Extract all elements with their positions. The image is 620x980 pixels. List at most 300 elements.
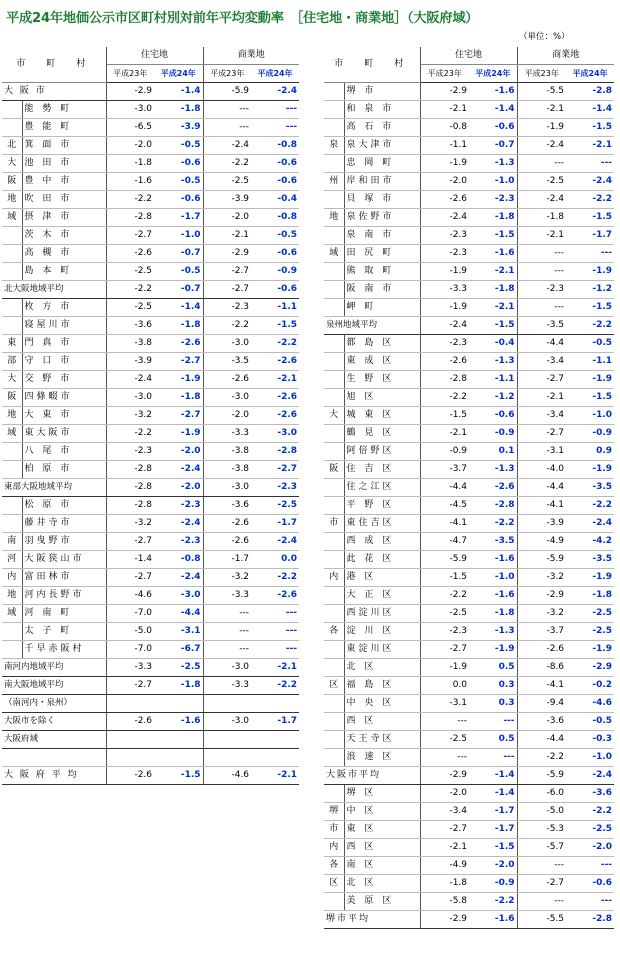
com-curr-value: -0.8 <box>251 137 299 155</box>
zone-label: 地 <box>2 191 22 209</box>
com-curr-value: -0.2 <box>566 677 614 695</box>
com-prev-value: -2.6 <box>517 641 566 659</box>
res-curr-value: -1.4 <box>469 101 517 119</box>
res-prev-value: -2.0 <box>106 137 154 155</box>
res-prev-value <box>106 749 154 767</box>
table-row <box>2 587 299 605</box>
row-name: 枚 方 市 <box>22 299 106 317</box>
com-curr-value: -2.2 <box>251 677 299 695</box>
com-prev-value: --- <box>203 605 251 623</box>
zone-label <box>2 299 22 317</box>
com-prev-value: -2.7 <box>517 875 566 893</box>
row-name: 生 野 区 <box>344 371 420 389</box>
res-prev-value: -2.8 <box>106 209 154 227</box>
com-curr-value: 0.9 <box>566 443 614 461</box>
res-prev-value: -1.9 <box>420 299 469 317</box>
table-row <box>324 281 614 299</box>
row-name: 此 花 区 <box>344 551 420 569</box>
zone-label: 各 <box>324 857 344 875</box>
res-prev-value: -3.2 <box>106 407 154 425</box>
res-curr-value: -0.5 <box>154 137 203 155</box>
table-row <box>2 155 299 173</box>
com-curr-value: -2.2 <box>251 569 299 587</box>
table-row <box>2 263 299 281</box>
table-row <box>324 119 614 137</box>
com-curr-value: -2.6 <box>251 587 299 605</box>
com-prev-value: -3.3 <box>203 587 251 605</box>
table-row <box>2 731 299 749</box>
row-name: 泉州地域平均 <box>324 317 420 335</box>
row-name: 城 東 区 <box>344 407 420 425</box>
com-curr-value: --- <box>251 119 299 137</box>
res-prev-value: -2.2 <box>420 389 469 407</box>
table-row <box>324 659 614 677</box>
res-curr-value: -1.9 <box>154 425 203 443</box>
res-prev-value: -2.3 <box>420 623 469 641</box>
table-row <box>324 173 614 191</box>
com-curr-value: -2.4 <box>251 83 299 101</box>
res-curr-value: -3.0 <box>154 587 203 605</box>
year-prev-header: 平成23年 <box>517 65 566 83</box>
com-prev-value: -5.0 <box>517 803 566 821</box>
zone-label <box>324 299 344 317</box>
com-prev-value: -4.4 <box>517 479 566 497</box>
zone-label <box>324 587 344 605</box>
table-row <box>2 623 299 641</box>
com-curr-value: -3.6 <box>566 785 614 803</box>
com-curr-value: -1.9 <box>566 461 614 479</box>
com-curr-value: -1.5 <box>566 299 614 317</box>
row-name: 阪 南 市 <box>344 281 420 299</box>
zone-label: 市 <box>324 821 344 839</box>
zone-label <box>2 623 22 641</box>
res-prev-value: -5.9 <box>420 551 469 569</box>
table-row <box>324 605 614 623</box>
year-curr-header: 平成24年 <box>566 65 614 83</box>
zone-label: 域 <box>2 209 22 227</box>
com-curr-value: -2.4 <box>566 767 614 785</box>
com-curr-value: -2.8 <box>566 83 614 101</box>
res-prev-value: -5.0 <box>106 623 154 641</box>
com-prev-value: --- <box>203 623 251 641</box>
zone-label: 堺 <box>324 803 344 821</box>
res-prev-value: -2.0 <box>420 785 469 803</box>
res-prev-value: -1.5 <box>420 569 469 587</box>
res-prev-value: -3.0 <box>106 101 154 119</box>
row-name: 岬 町 <box>344 299 420 317</box>
commercial-header: 商業地 <box>517 47 614 65</box>
com-prev-value <box>203 695 251 713</box>
row-name: 池 田 市 <box>22 155 106 173</box>
com-prev-value: --- <box>517 857 566 875</box>
res-prev-value: -2.2 <box>106 425 154 443</box>
row-name: 藤井寺市 <box>22 515 106 533</box>
zone-label <box>324 335 344 353</box>
res-curr-value: -1.5 <box>154 767 203 785</box>
res-prev-value: -2.6 <box>106 245 154 263</box>
res-prev-value: -2.8 <box>106 497 154 515</box>
row-name: 旭 区 <box>344 389 420 407</box>
res-curr-value: -1.3 <box>469 461 517 479</box>
res-curr-value: -1.6 <box>154 713 203 731</box>
table-row <box>324 101 614 119</box>
res-prev-value: -3.3 <box>420 281 469 299</box>
com-prev-value: -6.0 <box>517 785 566 803</box>
row-name: 鶴 見 区 <box>344 425 420 443</box>
table-row <box>2 713 299 731</box>
row-name: 西淀川区 <box>344 605 420 623</box>
row-name: 泉大津市 <box>344 137 420 155</box>
row-name: 堺市平均 <box>324 911 420 929</box>
table-row <box>324 389 614 407</box>
table-row <box>2 317 299 335</box>
com-prev-value: -3.2 <box>203 569 251 587</box>
table-row <box>2 749 299 767</box>
res-prev-value: 0.0 <box>420 677 469 695</box>
com-prev-value: -1.7 <box>203 551 251 569</box>
res-curr-value: -2.3 <box>154 533 203 551</box>
res-prev-value: -1.9 <box>420 155 469 173</box>
res-prev-value: -4.7 <box>420 533 469 551</box>
com-prev-value: -2.7 <box>517 425 566 443</box>
res-prev-value: -4.1 <box>420 515 469 533</box>
zone-label <box>2 245 22 263</box>
zone-label: 大 <box>2 371 22 389</box>
unit-label: （単位：%） <box>519 32 570 42</box>
zone-label <box>324 101 344 119</box>
zone-label: 域 <box>2 425 22 443</box>
res-prev-value: -6.5 <box>106 119 154 137</box>
row-name: 平 野 区 <box>344 497 420 515</box>
res-prev-value: -3.4 <box>420 803 469 821</box>
com-curr-value: -1.9 <box>566 371 614 389</box>
row-name: 中 央 区 <box>344 695 420 713</box>
table-row <box>324 263 614 281</box>
com-prev-value: --- <box>203 641 251 659</box>
res-curr-value: -1.6 <box>469 245 517 263</box>
row-name <box>2 749 106 767</box>
com-prev-value: -2.7 <box>203 263 251 281</box>
zone-label <box>324 155 344 173</box>
com-curr-value: -0.6 <box>251 281 299 299</box>
com-prev-value: -3.9 <box>517 515 566 533</box>
com-curr-value: -1.2 <box>566 281 614 299</box>
zone-label <box>2 443 22 461</box>
com-curr-value: -2.1 <box>251 659 299 677</box>
zone-label <box>2 461 22 479</box>
residential-header: 住宅地 <box>420 47 517 65</box>
res-prev-value: -7.0 <box>106 605 154 623</box>
row-name: 門 真 市 <box>22 335 106 353</box>
row-name: 吹 田 市 <box>22 191 106 209</box>
table-row <box>2 371 299 389</box>
res-prev-value: -2.7 <box>420 641 469 659</box>
zone-label <box>2 119 22 137</box>
zone-label: 阪 <box>324 461 344 479</box>
row-name: 和 泉 市 <box>344 101 420 119</box>
com-curr-value: --- <box>251 641 299 659</box>
page-title: 平成24年地価公示市区町村別対前年平均変動率 ［住宅地・商業地］（大阪府域） <box>6 11 479 26</box>
res-curr-value: --- <box>469 713 517 731</box>
com-prev-value: -3.0 <box>203 479 251 497</box>
com-curr-value: -2.7 <box>251 461 299 479</box>
com-curr-value: -2.5 <box>566 605 614 623</box>
res-curr-value: -1.0 <box>154 227 203 245</box>
row-name: 八 尾 市 <box>22 443 106 461</box>
com-prev-value: -1.8 <box>517 209 566 227</box>
com-prev-value: -5.5 <box>517 83 566 101</box>
res-curr-value: -0.8 <box>154 551 203 569</box>
res-prev-value: -1.6 <box>106 173 154 191</box>
com-curr-value: -3.0 <box>251 425 299 443</box>
table-row <box>2 119 299 137</box>
res-curr-value <box>154 731 203 749</box>
com-curr-value: -1.1 <box>566 353 614 371</box>
table-row <box>2 137 299 155</box>
com-prev-value: -2.3 <box>517 281 566 299</box>
res-curr-value: -2.1 <box>469 299 517 317</box>
table-row <box>324 839 614 857</box>
com-curr-value: -1.0 <box>566 407 614 425</box>
com-prev-value: -2.6 <box>203 533 251 551</box>
res-prev-value: -2.9 <box>420 911 469 929</box>
zone-label <box>324 353 344 371</box>
table-row <box>324 623 614 641</box>
com-prev-value: -5.9 <box>517 551 566 569</box>
year-curr-header: 平成24年 <box>469 65 517 83</box>
com-curr-value: -2.2 <box>566 317 614 335</box>
res-curr-value: -1.7 <box>154 209 203 227</box>
com-prev-value: -3.3 <box>203 425 251 443</box>
table-row <box>324 353 614 371</box>
zone-label <box>324 641 344 659</box>
zone-label: 地 <box>2 587 22 605</box>
res-curr-value: -2.3 <box>154 497 203 515</box>
com-curr-value: -2.2 <box>566 803 614 821</box>
table-row <box>2 353 299 371</box>
table-row <box>324 227 614 245</box>
com-prev-value: -2.4 <box>517 191 566 209</box>
row-name: 豊 中 市 <box>22 173 106 191</box>
res-curr-value: -1.8 <box>469 281 517 299</box>
row-name: 大阪狭山市 <box>22 551 106 569</box>
row-name: 天王寺区 <box>344 731 420 749</box>
res-prev-value: -2.5 <box>420 605 469 623</box>
zone-label <box>324 281 344 299</box>
com-prev-value: -3.0 <box>203 389 251 407</box>
table-row <box>324 641 614 659</box>
com-prev-value: -5.9 <box>517 767 566 785</box>
zone-label: 内 <box>324 839 344 857</box>
res-curr-value: -0.9 <box>469 875 517 893</box>
row-name: 羽曳野市 <box>22 533 106 551</box>
zone-label <box>2 263 22 281</box>
com-curr-value: -2.4 <box>566 515 614 533</box>
right-table <box>324 47 614 929</box>
residential-header: 住宅地 <box>106 47 203 65</box>
res-prev-value: -2.9 <box>420 767 469 785</box>
res-curr-value: 0.5 <box>469 659 517 677</box>
row-name: 河内長野市 <box>22 587 106 605</box>
table-row <box>2 497 299 515</box>
zone-label: 市 <box>324 515 344 533</box>
row-name: 淀 川 区 <box>344 623 420 641</box>
com-curr-value: -0.4 <box>251 191 299 209</box>
res-prev-value: -2.2 <box>106 281 154 299</box>
row-name: 豊 能 町 <box>22 119 106 137</box>
res-curr-value: --- <box>469 749 517 767</box>
com-curr-value: -1.5 <box>566 209 614 227</box>
zone-label: 州 <box>324 173 344 191</box>
table-row <box>324 209 614 227</box>
com-curr-value: -2.5 <box>251 497 299 515</box>
res-prev-value: -3.2 <box>106 515 154 533</box>
res-curr-value: -1.8 <box>154 317 203 335</box>
com-prev-value: --- <box>203 119 251 137</box>
table-row <box>2 101 299 119</box>
row-name: 南大阪地域平均 <box>2 677 106 695</box>
row-name: 大阪府域 <box>2 731 106 749</box>
zone-label <box>324 371 344 389</box>
com-curr-value: -1.5 <box>566 119 614 137</box>
res-curr-value: -3.9 <box>154 119 203 137</box>
row-name: 浪 速 区 <box>344 749 420 767</box>
table-row <box>324 497 614 515</box>
table-row <box>2 551 299 569</box>
row-name: 島 本 町 <box>22 263 106 281</box>
com-prev-value: -8.6 <box>517 659 566 677</box>
zone-label <box>324 731 344 749</box>
com-curr-value: -2.3 <box>251 479 299 497</box>
res-curr-value: -1.0 <box>469 173 517 191</box>
table-row <box>324 731 614 749</box>
com-prev-value: -2.2 <box>517 749 566 767</box>
zone-label <box>324 263 344 281</box>
table-row <box>2 83 299 101</box>
res-curr-value: -1.5 <box>469 227 517 245</box>
res-curr-value: -1.8 <box>154 389 203 407</box>
row-name: 福 島 区 <box>344 677 420 695</box>
res-prev-value: -2.3 <box>106 443 154 461</box>
row-name: 交 野 市 <box>22 371 106 389</box>
com-prev-value: -3.5 <box>203 353 251 371</box>
com-prev-value: -2.2 <box>203 155 251 173</box>
zone-label <box>324 83 344 101</box>
com-prev-value: -3.8 <box>203 443 251 461</box>
com-curr-value: -2.9 <box>566 659 614 677</box>
res-curr-value: -2.0 <box>469 857 517 875</box>
row-name: 都 島 区 <box>344 335 420 353</box>
table-row <box>2 677 299 695</box>
res-prev-value: -2.3 <box>420 335 469 353</box>
com-prev-value: -1.9 <box>517 119 566 137</box>
row-name: 高 石 市 <box>344 119 420 137</box>
com-prev-value: -3.0 <box>203 713 251 731</box>
com-prev-value: --- <box>517 245 566 263</box>
row-name: 高 槻 市 <box>22 245 106 263</box>
com-prev-value: --- <box>203 101 251 119</box>
row-name: 住 吉 区 <box>344 461 420 479</box>
row-name: 大 阪 市 <box>2 83 106 101</box>
row-name: 美 原 区 <box>344 893 420 911</box>
row-name: 西 区 <box>344 839 420 857</box>
zone-label <box>324 695 344 713</box>
year-curr-header: 平成24年 <box>251 65 299 83</box>
com-prev-value: -4.0 <box>517 461 566 479</box>
zone-label <box>324 533 344 551</box>
commercial-header: 商業地 <box>203 47 299 65</box>
table-row <box>324 461 614 479</box>
res-prev-value: -2.8 <box>106 479 154 497</box>
table-row <box>2 569 299 587</box>
table-row <box>2 641 299 659</box>
com-prev-value: -2.6 <box>203 371 251 389</box>
res-prev-value: -2.6 <box>420 353 469 371</box>
com-curr-value: -2.5 <box>566 623 614 641</box>
res-curr-value: -2.0 <box>154 479 203 497</box>
com-curr-value: --- <box>251 605 299 623</box>
table-row <box>324 371 614 389</box>
res-curr-value: -0.7 <box>154 245 203 263</box>
com-curr-value: -1.9 <box>566 569 614 587</box>
row-name: 熊 取 町 <box>344 263 420 281</box>
res-prev-value: -2.3 <box>420 227 469 245</box>
res-curr-value: -4.4 <box>154 605 203 623</box>
res-prev-value: -4.4 <box>420 479 469 497</box>
com-curr-value: -2.8 <box>251 443 299 461</box>
row-name: 港 区 <box>344 569 420 587</box>
zone-label: 区 <box>324 677 344 695</box>
com-prev-value: -4.4 <box>517 335 566 353</box>
res-curr-value: -1.4 <box>154 299 203 317</box>
com-prev-value: -2.9 <box>517 587 566 605</box>
com-prev-value: -4.1 <box>517 677 566 695</box>
res-curr-value <box>154 695 203 713</box>
res-curr-value: -1.4 <box>154 83 203 101</box>
res-prev-value: -2.2 <box>106 191 154 209</box>
table-row <box>2 659 299 677</box>
year-prev-header: 平成23年 <box>420 65 469 83</box>
res-prev-value: -1.8 <box>420 875 469 893</box>
com-curr-value: --- <box>566 857 614 875</box>
res-curr-value: -1.8 <box>154 677 203 695</box>
com-prev-value: -2.1 <box>203 227 251 245</box>
res-prev-value: -1.1 <box>420 137 469 155</box>
com-prev-value: -3.8 <box>203 461 251 479</box>
com-curr-value <box>251 731 299 749</box>
zone-label: 部 <box>2 353 22 371</box>
com-prev-value: -2.1 <box>517 101 566 119</box>
res-prev-value: -2.5 <box>106 263 154 281</box>
res-prev-value: -2.8 <box>106 461 154 479</box>
res-prev-value: -5.8 <box>420 893 469 911</box>
zone-label <box>324 713 344 731</box>
com-prev-value: -2.4 <box>203 137 251 155</box>
row-name: 泉佐野市 <box>344 209 420 227</box>
zone-label: 北 <box>2 137 22 155</box>
zone-label <box>324 785 344 803</box>
res-curr-value: -2.6 <box>154 335 203 353</box>
com-curr-value: -2.8 <box>566 911 614 929</box>
com-curr-value: -2.6 <box>251 389 299 407</box>
com-prev-value: --- <box>517 263 566 281</box>
com-curr-value: --- <box>566 245 614 263</box>
row-name: 柏 原 市 <box>22 461 106 479</box>
row-name: 大 正 区 <box>344 587 420 605</box>
row-name: 東住吉区 <box>344 515 420 533</box>
res-prev-value: -2.5 <box>420 731 469 749</box>
zone-label <box>324 119 344 137</box>
